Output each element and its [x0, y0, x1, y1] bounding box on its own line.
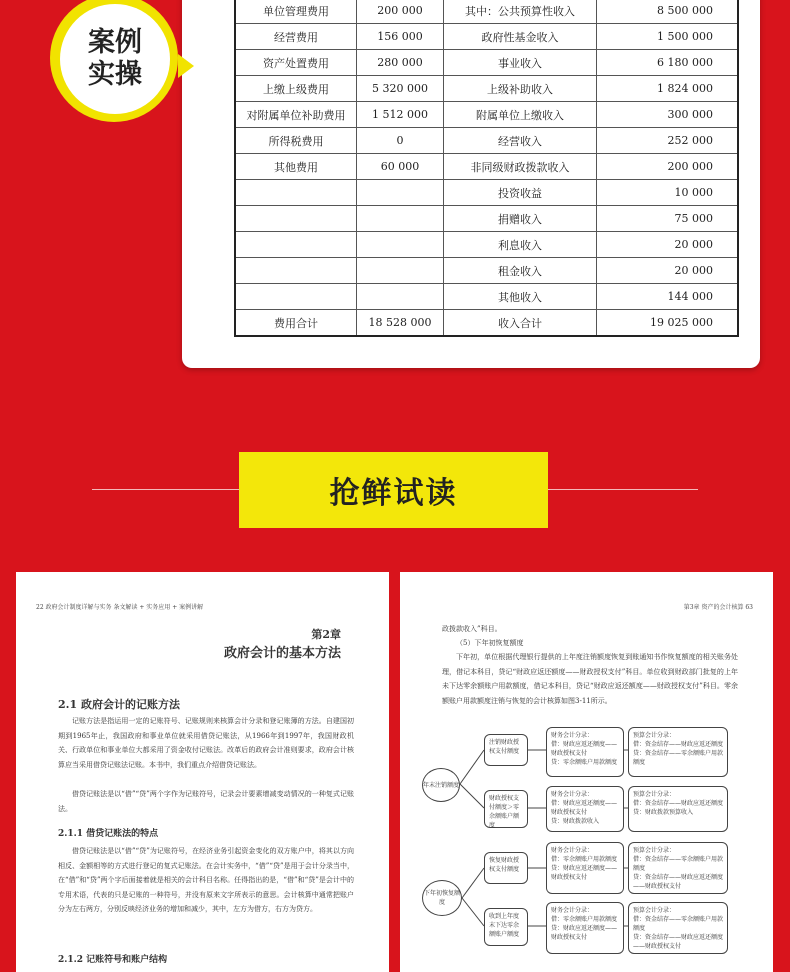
income-amount: 10 000 — [597, 180, 739, 206]
expense-amount — [357, 284, 444, 310]
expense-amount: 0 — [357, 128, 444, 154]
preview-page-right — [400, 572, 773, 972]
income-item: 事业收入 — [444, 50, 597, 76]
flow-start-next-year: 下年初恢复额度 — [422, 880, 462, 916]
table-row — [235, 232, 738, 258]
expense-item: 费用合计 — [235, 310, 357, 337]
income-item: 租金收入 — [444, 258, 597, 284]
divider-right — [548, 489, 698, 490]
financial-entry: 财务会计分录： 借：财政应返还额度——财政授权支付 贷：财政拨款收入 — [546, 786, 624, 832]
income-item: 捐赠收入 — [444, 206, 597, 232]
income-amount: 200 000 — [597, 154, 739, 180]
flow-step: 财政授权支付额度＞零余额账户额度 — [484, 790, 528, 828]
paragraph: 借贷记账法是以“借”“贷”两个字作为记账符号，记录会计要素增减变动情况的一种复式记账法。 — [58, 790, 354, 813]
expense-item: 资产处置费用 — [235, 50, 357, 76]
income-amount: 20 000 — [597, 232, 739, 258]
paragraph: 记账方法是指运用一定的记账符号、记账规则来核算会计分录和登记账簿的方法。自建国初期到1965年止，我国政府和事业单位就采用借贷记账法，从1966年到1997年，我国财政机关、行政单位和事业单位大都采用了资金收付记账法。改革后的政府会计准则要求，政府会计核算应当采用借贷记账法记账。本书中，我们重点介绍借贷记账法。 — [58, 717, 354, 769]
table-row — [235, 180, 738, 206]
expense-amount: 5 320 000 — [357, 76, 444, 102]
table-row — [235, 284, 738, 310]
income-item: 利息收入 — [444, 232, 597, 258]
table-row — [235, 128, 738, 154]
expense-item: 其他费用 — [235, 154, 357, 180]
expense-amount: 156 000 — [357, 24, 444, 50]
expense-item: 上缴上级费用 — [235, 76, 357, 102]
running-head: 第3章 资产的会计核算 63 — [683, 604, 753, 611]
expense-amount — [357, 206, 444, 232]
badge-line-2: 实操 — [88, 59, 142, 90]
badge-line-1: 案例 — [88, 27, 142, 58]
expense-item — [235, 284, 357, 310]
running-head: 22 政府会计制度详解与实务 条文解读 + 实务应用 + 案例讲解 — [36, 604, 204, 611]
expense-amount: 280 000 — [357, 50, 444, 76]
expense-item: 单位管理费用 — [235, 0, 357, 24]
budget-entry: 预算会计分录： 借：资金结存——财政应返还额度 贷：财政拨款预算收入 — [628, 786, 728, 832]
expense-item — [235, 232, 357, 258]
income-amount: 6 180 000 — [597, 50, 739, 76]
section-title: 抢鲜试读 — [239, 452, 548, 528]
badge-pointer — [178, 54, 194, 78]
budget-entry: 预算会计分录： 借：资金结存——零余额账户用款额度 贷：资金结存——财政应返还额度——财政授权支付 — [628, 902, 728, 954]
expense-item: 所得税费用 — [235, 128, 357, 154]
paragraph: 政拨款收入”科目。 — [442, 625, 502, 633]
income-item: 附属单位上缴收入 — [444, 102, 597, 128]
case-badge-inner — [60, 4, 170, 114]
income-item: 其中：公共预算性收入 — [444, 0, 597, 24]
table-row — [235, 206, 738, 232]
expense-amount: 1 512 000 — [357, 102, 444, 128]
income-amount: 1 500 000 — [597, 24, 739, 50]
table-card — [182, 0, 760, 368]
budget-entry: 预算会计分录： 借：资金结存——财政应返还额度 贷：资金结存——零余额账户用款额度 — [628, 727, 728, 777]
income-expense-table — [234, 0, 739, 337]
table-row — [235, 102, 738, 128]
subsection-heading: 2.1.1 借贷记账法的特点 — [58, 829, 159, 839]
subsection-heading: 2.1.2 记账符号和账户结构 — [58, 955, 168, 965]
table-row — [235, 76, 738, 102]
expense-item — [235, 206, 357, 232]
income-item: 非同级财政拨款收入 — [444, 154, 597, 180]
table-row — [235, 154, 738, 180]
financial-entry: 财务会计分录： 借：零余额账户用款额度 贷：财政应返还额度——财政授权支付 — [546, 902, 624, 954]
income-amount: 252 000 — [597, 128, 739, 154]
financial-entry: 财务会计分录： 借：财政应返还额度——财政授权支付 贷：零余额账户用款额度 — [546, 727, 624, 777]
income-item: 收入合计 — [444, 310, 597, 337]
expense-item: 对附属单位补助费用 — [235, 102, 357, 128]
income-amount: 300 000 — [597, 102, 739, 128]
flow-start-year-end: 年末注销额度 — [422, 768, 460, 802]
table-row — [235, 0, 738, 24]
flow-step: 收到上年度末下达零余额账户额度 — [484, 908, 528, 946]
table-row — [235, 24, 738, 50]
table-row — [235, 310, 738, 337]
expense-amount: 60 000 — [357, 154, 444, 180]
income-amount: 20 000 — [597, 258, 739, 284]
income-amount: 144 000 — [597, 284, 739, 310]
preview-page-left — [16, 572, 389, 972]
income-amount: 8 500 000 — [597, 0, 739, 24]
income-amount: 1 824 000 — [597, 76, 739, 102]
income-item: 其他收入 — [444, 284, 597, 310]
paragraph: 下年初，单位根据代理银行提供的上年度注销额度恢复到账通知书作恢复额度的相关账务处理，借记本科目，贷记“财政应返还额度——财政授权支付”科目。单位收到财政部门批复的上年未下达零余额账户用款额度，借记本科目，贷记“财政应返还额度——财政授权支付”科目。零余额账户用款额度注销与恢复的会计核算如图3-11所示。 — [442, 653, 738, 705]
paragraph: 借贷记账法是以“借”“贷”为记账符号，在经济业务引起资金变化的双方账户中，将其以方向相反、金额相等的方式进行登记的复式记账法。在会计实务中，“借”“贷”是用于会计分录当中，在“借”和“贷”两个字后面接着就是相关的会计科目名称。任得指出的是，“借”和“贷”是会计中的专用术语，代表的只是记账的一种符号，并没有原来文字所表示的意思。会计核算中通常把账户分为左右两方，分别反映经济业务的增加和减少，其中，左方为借方，右方为贷方。 — [58, 847, 354, 913]
expense-amount — [357, 180, 444, 206]
expense-amount: 18 528 000 — [357, 310, 444, 337]
section-heading: 2.1 政府会计的记账方法 — [58, 698, 180, 711]
income-amount: 19 025 000 — [597, 310, 739, 337]
expense-item: 经营费用 — [235, 24, 357, 50]
budget-entry: 预算会计分录： 借：资金结存——零余额账户用款额度 贷：资金结存——财政应返还额度——财政授权支付 — [628, 842, 728, 894]
expense-amount: 200 000 — [357, 0, 444, 24]
income-item: 投资收益 — [444, 180, 597, 206]
chapter-number: 第2章 — [311, 628, 341, 641]
expense-item — [235, 258, 357, 284]
expense-item — [235, 180, 357, 206]
income-item: 经营收入 — [444, 128, 597, 154]
table-row — [235, 50, 738, 76]
financial-entry: 财务会计分录： 借：零余额账户用款额度 贷：财政应返还额度——财政授权支付 — [546, 842, 624, 894]
chapter-title: 政府会计的基本方法 — [223, 646, 341, 661]
list-item-heading: （5）下年初恢复额度 — [456, 639, 524, 647]
expense-amount — [357, 258, 444, 284]
income-item: 政府性基金收入 — [444, 24, 597, 50]
flow-step: 注销财政授权支付额度 — [484, 734, 528, 766]
divider-left — [92, 489, 240, 490]
income-item: 上级补助收入 — [444, 76, 597, 102]
flow-step: 恢复财政授权支付额度 — [484, 852, 528, 884]
expense-amount — [357, 232, 444, 258]
table-row — [235, 258, 738, 284]
income-amount: 75 000 — [597, 206, 739, 232]
